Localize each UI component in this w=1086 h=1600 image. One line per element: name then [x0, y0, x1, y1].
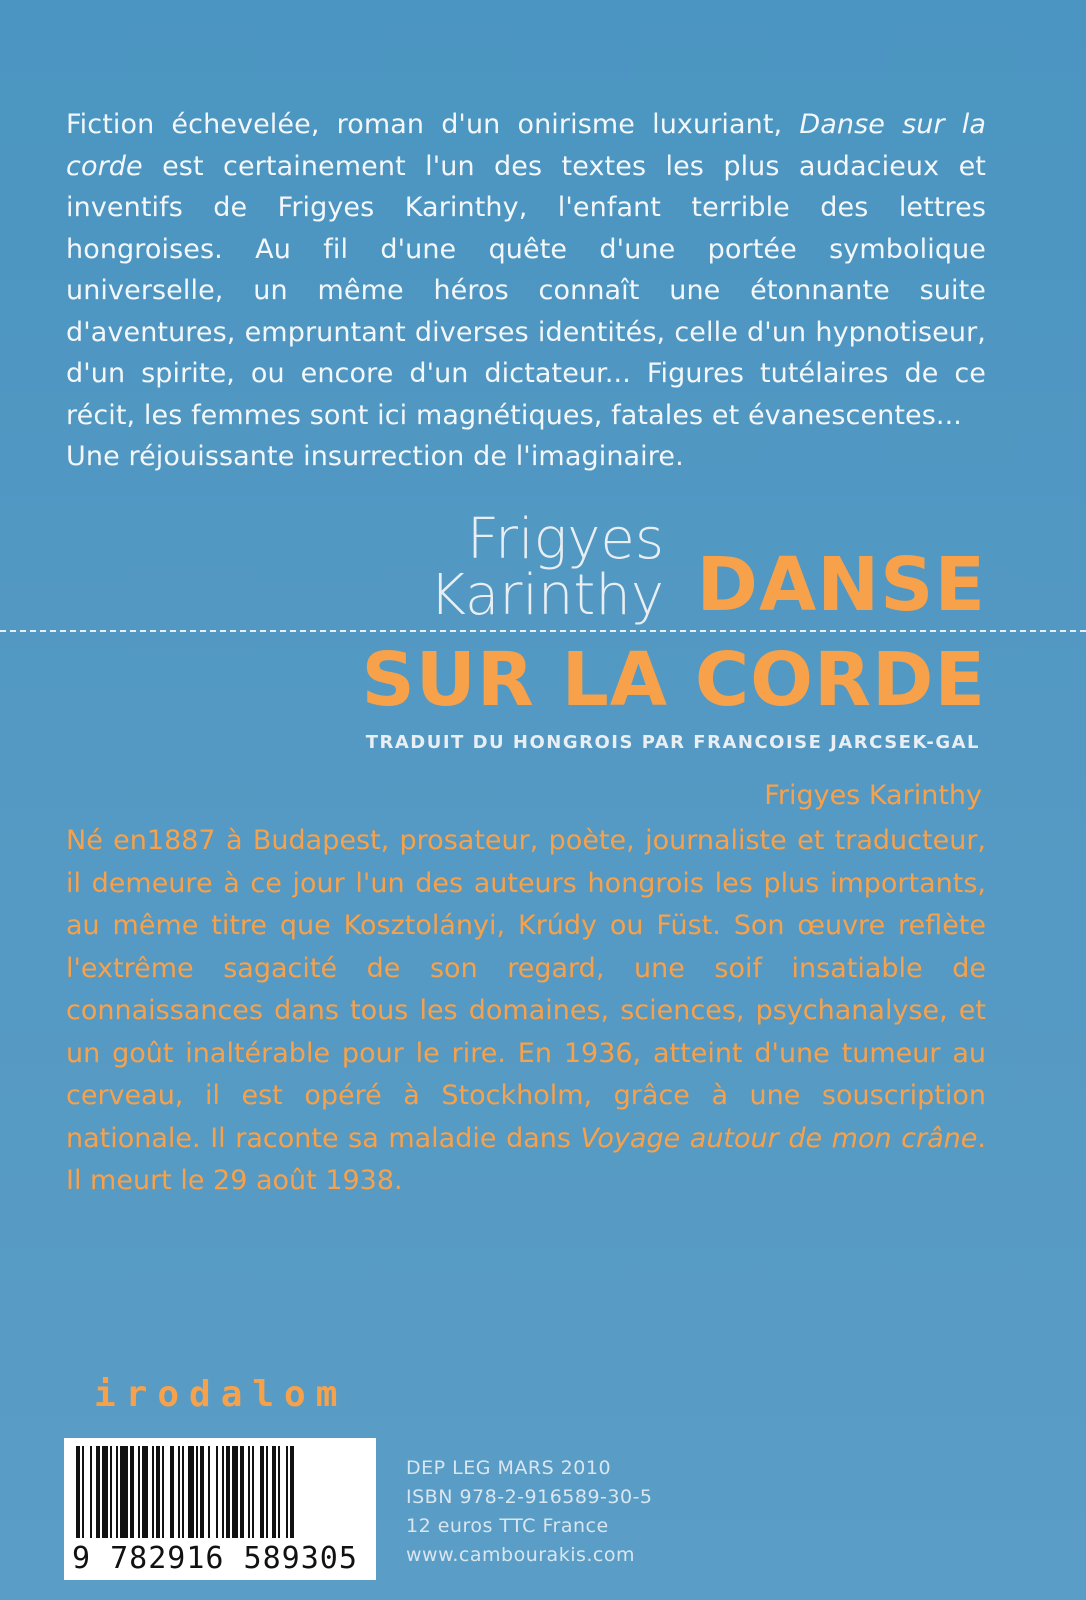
- barcode-bar: [200, 1446, 204, 1538]
- author-first-name: Frigyes: [466, 507, 664, 572]
- author-last-name: Karinthy: [429, 563, 664, 628]
- barcode-bar: [266, 1446, 268, 1538]
- barcode-bar: [222, 1446, 224, 1538]
- legal-website: www.cambourakis.com: [406, 1544, 635, 1566]
- bio-paragraph: [66, 820, 986, 1203]
- blurb-body: est certainement l'un des textes les plus audacieux et inventifs de Frigyes Karinthy, l'enfant terrible des lettres hongroises. Au fil d'une quête d'une portée symbolique universelle, un même héros connaît une étonnante suite d'aventures, empruntant diverses identités, celle d'un hypnotiseur, d'un spirite, ou encore d'un dictateur... Figures tutélaires de ce récit, les femmes sont ici magnétiques, fatales et évanescentes...: [66, 150, 986, 431]
- book-title-line2: SUR LA CORDE: [361, 637, 986, 723]
- barcode-bar: [252, 1446, 254, 1538]
- barcode: [64, 1438, 376, 1580]
- barcode-number: 9 782916 589305: [72, 1541, 358, 1576]
- barcode-bar: [286, 1446, 288, 1538]
- author-biography: [66, 820, 986, 1203]
- translator-credit: TRADUIT DU HONGROIS PAR FRANCOISE JARCSEK-GAL: [365, 732, 980, 753]
- barcode-bar: [82, 1446, 84, 1538]
- barcode-bar: [110, 1446, 112, 1538]
- barcode-bar: [248, 1446, 250, 1538]
- barcode-bar: [96, 1446, 100, 1538]
- legal-info: [406, 1454, 653, 1570]
- barcode-bar: [278, 1446, 280, 1538]
- barcode-bar: [76, 1446, 80, 1538]
- barcode-bar: [232, 1446, 238, 1538]
- dashed-divider: [0, 630, 1086, 632]
- barcode-bar: [260, 1446, 264, 1538]
- barcode-bar: [272, 1446, 276, 1538]
- blurb-closing: Une réjouissante insurrection de l'imaginaire.: [66, 441, 684, 472]
- barcode-bar: [208, 1446, 210, 1538]
- bio-text-start: Né en1887 à Budapest, prosateur, poète, journaliste et traducteur, il demeure à ce jour l'un des auteurs hongrois les plus importants, au même titre que Kosztolányi, Krúdy ou Füst. Son œuvre reflète l'extrême sagacité de son regard, une soif insatiable de connaissances dans tous les domaines, sciences, psychanalyse, et un goût inaltérable pour le rire. En 1936, atteint d'une tumeur au cerveau, il est opéré à Stockholm, grâce à une souscription nationale. Il raconte sa maladie dans: [66, 825, 986, 1154]
- barcode-bar: [216, 1446, 218, 1538]
- bio-text-end: . Il meurt le 29 août 1938.: [66, 1122, 986, 1196]
- legal-isbn: ISBN 978-2-916589-30-5: [406, 1486, 653, 1508]
- legal-price: 12 euros TTC France: [406, 1515, 609, 1537]
- barcode-bar: [90, 1446, 92, 1538]
- barcode-bar: [142, 1446, 148, 1538]
- author-name: [429, 507, 664, 628]
- barcode-bar: [178, 1446, 180, 1538]
- back-cover-blurb: [66, 104, 986, 478]
- barcode-bar: [196, 1446, 198, 1538]
- barcode-bar: [152, 1446, 154, 1538]
- barcode-bar: [182, 1446, 184, 1538]
- barcode-bar: [138, 1446, 140, 1538]
- blurb-book-title: Danse sur la corde: [66, 109, 986, 182]
- blurb-intro: Fiction échevelée, roman d'un onirisme luxuriant,: [66, 109, 800, 140]
- barcode-bar: [240, 1446, 244, 1538]
- barcode-bar: [188, 1446, 194, 1538]
- blurb-paragraph: [66, 104, 986, 436]
- barcode-bar: [156, 1446, 160, 1538]
- bio-author-name: Frigyes Karinthy: [764, 780, 982, 811]
- book-title-line1: DANSE: [696, 542, 986, 628]
- legal-depot: DEP LEG MARS 2010: [406, 1457, 612, 1479]
- barcode-bar: [130, 1446, 134, 1538]
- barcode-bar: [170, 1446, 174, 1538]
- bio-book-title: Voyage autour de mon crâne: [580, 1122, 978, 1154]
- barcode-bars: [76, 1446, 364, 1538]
- barcode-bar: [102, 1446, 108, 1538]
- barcode-bar: [162, 1446, 164, 1538]
- barcode-bar: [116, 1446, 118, 1538]
- series-name: irodalom: [94, 1374, 348, 1415]
- barcode-bar: [120, 1446, 128, 1538]
- barcode-bar: [226, 1446, 230, 1538]
- barcode-bar: [290, 1446, 294, 1538]
